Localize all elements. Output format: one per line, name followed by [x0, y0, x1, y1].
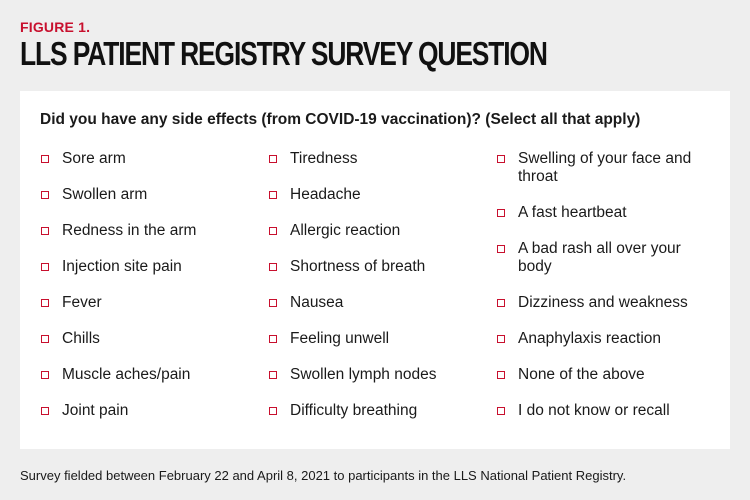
option-column-2: [269, 150, 436, 438]
option-swelling-of-face-and-throat[interactable]: [497, 150, 708, 204]
option-fast-heartbeat[interactable]: [497, 204, 708, 240]
option-label: I do not know or recall: [518, 402, 670, 419]
option-allergic-reaction[interactable]: [269, 222, 436, 258]
checkbox-icon[interactable]: [41, 155, 49, 163]
option-label: Injection site pain: [62, 258, 182, 275]
option-bad-rash[interactable]: [497, 240, 708, 294]
option-fever[interactable]: [41, 294, 196, 330]
checkbox-icon[interactable]: [497, 209, 505, 217]
option-redness-in-the-arm[interactable]: [41, 222, 196, 258]
survey-panel: [20, 91, 730, 449]
option-label: Dizziness and weakness: [518, 294, 688, 311]
option-dizziness-and-weakness[interactable]: [497, 294, 708, 330]
option-label: Joint pain: [62, 402, 129, 419]
checkbox-icon[interactable]: [41, 335, 49, 343]
option-sore-arm[interactable]: [41, 150, 196, 186]
option-label: Difficulty breathing: [290, 402, 418, 419]
option-shortness-of-breath[interactable]: [269, 258, 436, 294]
footnote: Survey fielded between February 22 and April 8, 2021 to participants in the LLS National Patient Registry.: [20, 468, 627, 483]
checkbox-icon[interactable]: [41, 191, 49, 199]
option-nausea[interactable]: [269, 294, 436, 330]
option-label: Swelling of your face and throat: [518, 150, 692, 185]
checkbox-icon[interactable]: [41, 407, 49, 415]
option-muscle-aches-pain[interactable]: [41, 366, 196, 402]
checkbox-icon[interactable]: [41, 371, 49, 379]
checkbox-icon[interactable]: [41, 263, 49, 271]
option-anaphylaxis-reaction[interactable]: [497, 330, 708, 366]
checkbox-icon[interactable]: [41, 227, 49, 235]
checkbox-icon[interactable]: [269, 335, 277, 343]
checkbox-icon[interactable]: [497, 371, 505, 379]
figure-label: FIGURE 1.: [20, 19, 91, 35]
option-label: Nausea: [290, 294, 344, 311]
checkbox-icon[interactable]: [41, 299, 49, 307]
checkbox-icon[interactable]: [497, 245, 505, 253]
option-label: Fever: [62, 294, 102, 311]
option-label: Muscle aches/pain: [62, 366, 191, 383]
option-swollen-arm[interactable]: [41, 186, 196, 222]
option-label: A fast heartbeat: [518, 204, 627, 221]
option-column-3: [497, 150, 708, 438]
option-label: Feeling unwell: [290, 330, 390, 347]
checkbox-icon[interactable]: [269, 371, 277, 379]
figure-title: LLS PATIENT REGISTRY SURVEY QUESTION: [20, 35, 547, 72]
checkbox-icon[interactable]: [497, 335, 505, 343]
option-chills[interactable]: [41, 330, 196, 366]
option-tiredness[interactable]: [269, 150, 436, 186]
option-headache[interactable]: [269, 186, 436, 222]
option-label: Chills: [62, 330, 100, 347]
option-label: Allergic reaction: [290, 222, 401, 239]
option-do-not-know-or-recall[interactable]: [497, 402, 708, 438]
option-joint-pain[interactable]: [41, 402, 196, 438]
checkbox-icon[interactable]: [497, 155, 505, 163]
checkbox-icon[interactable]: [269, 263, 277, 271]
option-swollen-lymph-nodes[interactable]: [269, 366, 436, 402]
option-feeling-unwell[interactable]: [269, 330, 436, 366]
option-column-1: [41, 150, 196, 438]
checkbox-icon[interactable]: [269, 155, 277, 163]
option-label: Swollen arm: [62, 186, 148, 203]
option-difficulty-breathing[interactable]: [269, 402, 436, 438]
option-label: Sore arm: [62, 150, 126, 167]
checkbox-icon[interactable]: [497, 407, 505, 415]
option-label: Anaphylaxis reaction: [518, 330, 662, 347]
option-label: Redness in the arm: [62, 222, 197, 239]
option-label: Swollen lymph nodes: [290, 366, 437, 383]
survey-question: Did you have any side effects (from COVID-19 vaccination)? (Select all that apply): [40, 111, 641, 128]
option-injection-site-pain[interactable]: [41, 258, 196, 294]
checkbox-icon[interactable]: [497, 299, 505, 307]
option-label: Headache: [290, 186, 361, 203]
checkbox-icon[interactable]: [269, 407, 277, 415]
checkbox-icon[interactable]: [269, 191, 277, 199]
option-label: Tiredness: [290, 150, 358, 167]
option-label: A bad rash all over your body: [518, 240, 681, 275]
option-none-of-the-above[interactable]: [497, 366, 708, 402]
checkbox-icon[interactable]: [269, 299, 277, 307]
checkbox-icon[interactable]: [269, 227, 277, 235]
option-label: None of the above: [518, 366, 645, 383]
option-label: Shortness of breath: [290, 258, 426, 275]
